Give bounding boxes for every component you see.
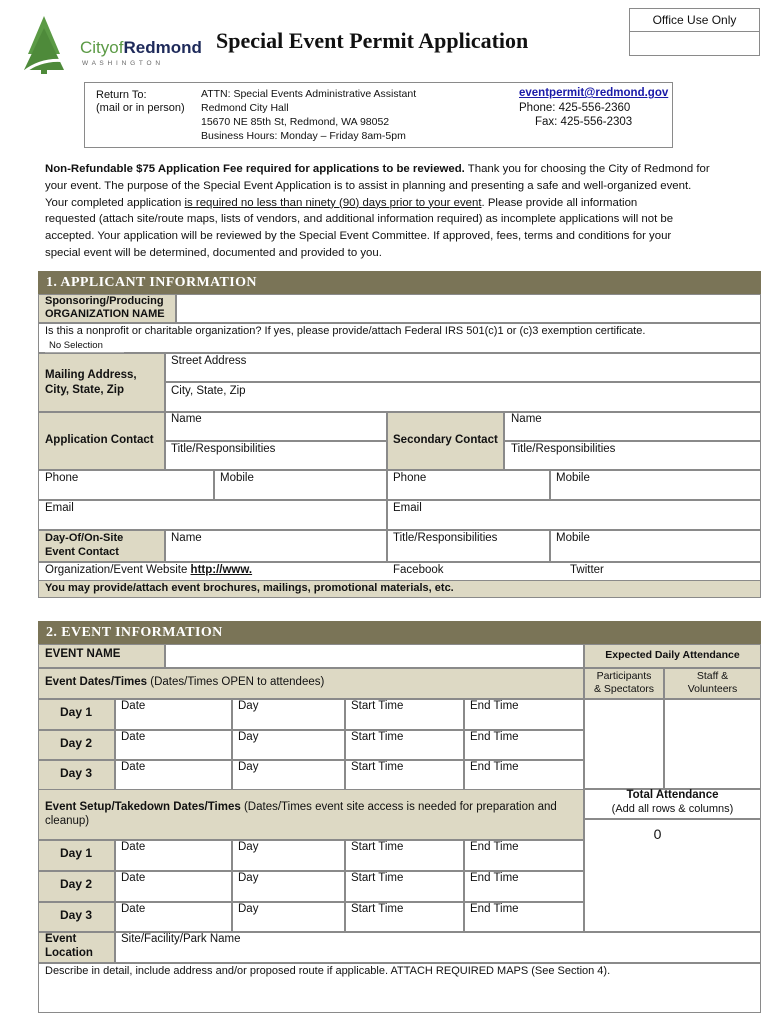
return-to: Return To: [96,89,147,101]
app-mobile-label: Mobile [220,472,254,484]
sec-email-label: Email [393,502,422,514]
total-attendance-label: Total Attendance [626,789,719,801]
event-dates-note: (Dates/Times OPEN to attendees) [147,676,325,688]
website-input[interactable]: http://www. [190,564,253,576]
street-address-label: Street Address [171,355,247,367]
setup-day3-day-label: Day [238,903,259,915]
intro-text: Non-Refundable $75 Application Fee required for applications to be reviewed. Thank you for choosing the City of Redmond for your event. The purpose of the Special Event Application is to assist in planning and presenting a safe and well-organized event. Your completed application is required no less than ninety (90) days prior to your event. Please provide all information requested (attach site/route maps, lists of vendors, and additional information required) as incomplete applications will not be accepted. Your application will be reviewed by the Special Event Committee. If approved, fees, terms and conditions for your special event will be determined, documented and provided to you. [45,163,710,259]
section2-header: 2. EVENT INFORMATION [38,621,761,644]
site-name-label: Site/Facility/Park Name [121,933,241,945]
setup-day3-label: Day 3 [60,908,93,922]
app-email-label: Email [45,502,74,514]
setup-note-2: cleanup) [45,815,90,827]
event-day2-label: Day 2 [60,736,93,750]
setup-day2-end-time-label: End Time [470,872,519,884]
setup-day3-end-time-label: End Time [470,903,519,915]
app-name-label: Name [171,413,202,425]
mail-in-person: (mail or in person) [96,102,185,114]
organization-name-input[interactable] [176,294,761,323]
setup-day2-start-time-label: Start Time [351,872,404,884]
secondary-contact-label: Secondary Contact [393,434,498,446]
app-phone-label: Phone [45,472,79,484]
setup-row [38,789,584,840]
mailing-label-2: City, State, Zip [45,384,125,396]
contact-address: 15670 NE 85th St, Redmond, WA 98052 [201,116,390,128]
event-day1-end-time-label: End Time [470,700,519,712]
event-day3-date-label: Date [121,761,146,773]
setup-day1-label: Day 1 [60,846,93,860]
sec-title-label: Title/Responsibilities [511,443,616,455]
page-title: Special Event Permit Application [216,28,529,53]
setup-day2-label: Day 2 [60,877,93,891]
total-attendance-value: 0 [653,826,662,842]
event-day1-date-label: Date [121,700,146,712]
setup-day1-date-label: Date [121,841,146,853]
mailing-label: Mailing Address, [45,369,137,381]
event-day3-label: Day 3 [60,766,93,780]
twitter-label: Twitter [570,564,604,576]
event-day3-day-label: Day [238,761,259,773]
setup-day1-day-label: Day [238,841,259,853]
setup-day2-date-label: Date [121,872,146,884]
setup-day1-end-time-label: End Time [470,841,519,853]
event-day2-day-label: Day [238,731,259,743]
brochures-note: You may provide/attach event brochures, mailings, promotional materials, etc. [45,582,454,594]
contact-attn: ATTN: Special Events Administrative Assistant [201,88,417,100]
contact-hours: Business Hours: Monday – Friday 8am-5pm [201,130,406,142]
street-address-input[interactable] [165,353,761,382]
setup-day3-start-time-label: Start Time [351,903,404,915]
setup-label: Event Setup/Takedown Dates/Times [45,801,241,813]
event-day1-start-time-label: Start Time [351,700,404,712]
office-use-label: Office Use Only [629,8,760,32]
location-description-label: Describe in detail, include address and/or proposed route if applicable. ATTACH REQUIRED MAPS (See Section 4). [45,965,611,977]
dayof-mobile-label: Mobile [556,532,590,544]
section1-header: 1. APPLICANT INFORMATION [38,271,761,294]
app-title-label: Title/Responsibilities [171,443,276,455]
app-email-input[interactable] [38,500,387,530]
staff-input[interactable] [664,699,761,789]
contact-email-link[interactable]: eventpermit@redmond.gov [519,87,669,99]
event-day3-end-time-label: End Time [470,761,519,773]
staff-label: Staff & [696,670,729,682]
dayof-name-label: Name [171,532,202,544]
sec-mobile-label: Mobile [556,472,590,484]
setup-day1-start-time-label: Start Time [351,841,404,853]
contact-fax: Fax: 425-556-2303 [535,116,633,128]
org-name-label: ORGANIZATION NAME [45,308,165,320]
sec-contact-name-input[interactable] [504,412,761,441]
participants-input[interactable] [584,699,664,789]
event-name-label: EVENT NAME [45,648,121,660]
dayof-title-label: Title/Responsibilities [393,532,498,544]
contact-hall: Redmond City Hall [201,102,289,114]
logo-city-prefix: Cityof [80,38,124,57]
event-day3-start-time-label: Start Time [351,761,404,773]
event-name-input[interactable] [165,644,584,668]
event-day2-end-time-label: End Time [470,731,519,743]
application-contact-label: Application Contact [45,434,154,446]
dayof-label-2: Event Contact [45,546,119,558]
logo-state: W A S H I N G T O N [82,60,162,67]
contact-phone: Phone: 425-556-2360 [519,102,631,114]
nonprofit-question: Is this a nonprofit or charitable organization? If yes, please provide/attach Federal IRS 501(c)1 or (c)3 exemption certificate. [45,325,646,337]
city-state-zip-label: City, State, Zip [171,385,246,397]
sec-name-label: Name [511,413,542,425]
total-attendance-note: (Add all rows & columns) [611,803,734,815]
sec-phone-label: Phone [393,472,427,484]
event-day1-day-label: Day [238,700,259,712]
mailing-label-cell [38,353,165,412]
tree-logo-icon [22,14,82,76]
setup-note: (Dates/Times event site access is needed for preparation and [240,801,557,813]
event-location-label-2: Location [45,947,93,959]
facebook-label: Facebook [393,564,444,576]
dayof-label: Day-Of/On-Site [45,532,124,544]
logo-city-name: Redmond [123,38,202,57]
website-label: Organization/Event Website http://www. [45,564,253,576]
ninety-days-notice: is required no less than ninety (90) days prior to your event [184,196,482,209]
event-day2-date-label: Date [121,731,146,743]
setup-day3-date-label: Date [121,903,146,915]
staff-label-2: Volunteers [687,683,738,695]
event-day1-label: Day 1 [60,705,93,719]
fee-notice: Non-Refundable $75 Application Fee required for applications to be reviewed. [45,163,465,175]
expected-attendance-label: Expected Daily Attendance [605,649,740,661]
participants-label-2: & Spectators [593,683,655,695]
participants-label: Participants [596,670,652,682]
city-state-zip-input[interactable] [165,382,761,412]
nonprofit-select[interactable]: No Selection [45,339,124,353]
setup-day2-day-label: Day [238,872,259,884]
sec-email-input[interactable] [387,500,761,530]
event-location-label: Event [45,933,77,945]
sponsoring-label: Sponsoring/Producing [45,295,164,307]
event-day2-start-time-label: Start Time [351,731,404,743]
city-logo [22,14,212,76]
event-dates-label: Event Dates/Times [45,676,148,688]
